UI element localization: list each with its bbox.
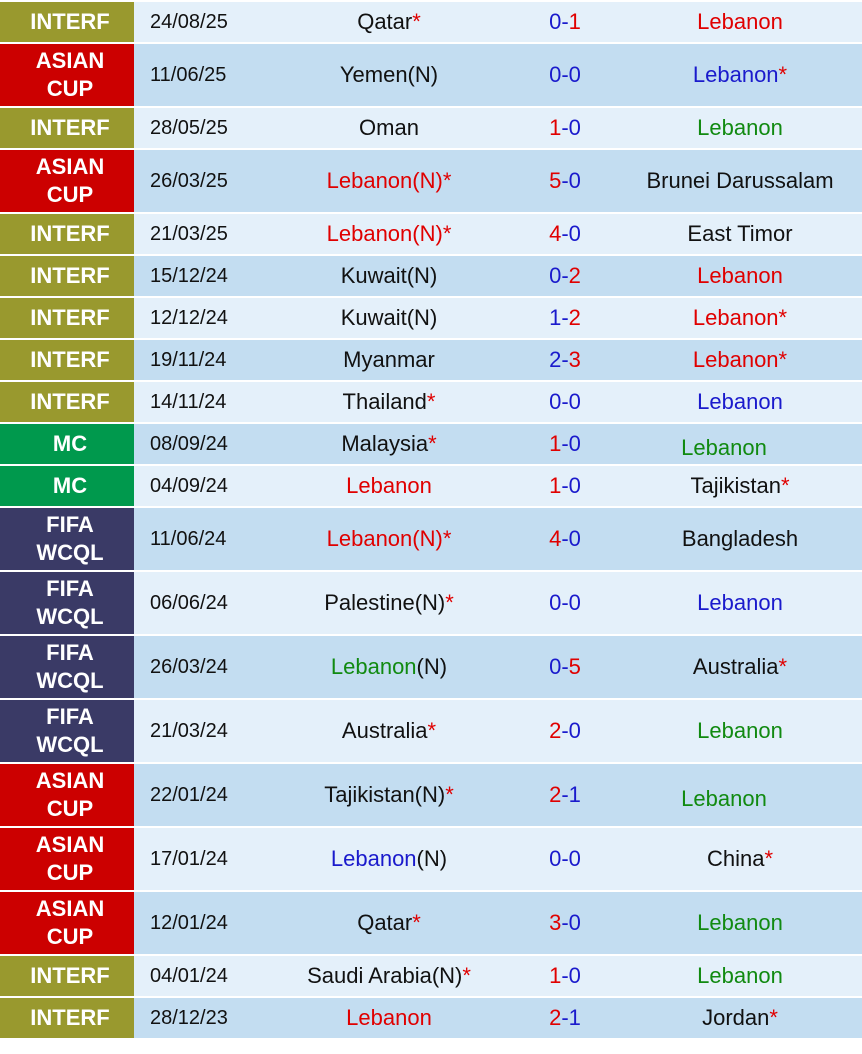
competition-label: INTERF — [30, 347, 110, 372]
score-away: 3 — [568, 347, 581, 372]
away-team-wrap — [681, 435, 767, 460]
score-separator: - — [561, 168, 569, 193]
away-team[interactable] — [618, 108, 862, 150]
away-star-marker: * — [780, 473, 790, 498]
away-team-name: Lebanon — [692, 62, 779, 87]
competition-label: FIFA WCQL — [36, 704, 104, 757]
away-team-wrap — [693, 62, 787, 87]
competition-label: MC — [52, 431, 88, 456]
competition-label: INTERF — [30, 115, 110, 140]
away-team-wrap — [702, 1005, 778, 1030]
competition-badge — [0, 214, 134, 256]
match-date: 28/05/25 — [134, 108, 266, 150]
away-team[interactable] — [618, 700, 862, 764]
match-score[interactable] — [512, 764, 618, 828]
score-home: 0 — [549, 654, 562, 679]
score-away: 0 — [568, 431, 581, 456]
score-home: 2 — [549, 782, 562, 807]
competition-label: INTERF — [30, 263, 110, 288]
competition-label: ASIAN CUP — [35, 154, 105, 207]
away-team-name: Lebanon — [697, 9, 783, 34]
competition-badge — [0, 108, 134, 150]
competition-badge — [0, 636, 134, 700]
match-date: 19/11/24 — [134, 340, 266, 382]
competition-badge — [0, 572, 134, 636]
match-date: 06/06/24 — [134, 572, 266, 636]
score-separator: - — [561, 263, 569, 288]
home-star-marker: * — [426, 389, 436, 414]
match-score[interactable] — [512, 298, 618, 340]
home-team[interactable] — [266, 572, 512, 636]
competition-badge — [0, 956, 134, 998]
match-row — [0, 998, 862, 1040]
competition-label: INTERF — [30, 221, 110, 246]
away-team-name: Lebanon — [697, 115, 783, 140]
match-row — [0, 956, 862, 998]
score-home: 3 — [549, 910, 562, 935]
away-team-name: Tajikistan — [690, 473, 781, 498]
match-date: 21/03/24 — [134, 700, 266, 764]
competition-badge — [0, 508, 134, 572]
away-team-name: Jordan — [702, 1005, 770, 1030]
home-team[interactable] — [266, 636, 512, 700]
home-team[interactable] — [266, 828, 512, 892]
competition-label: ASIAN CUP — [35, 896, 105, 949]
competition-label: MC — [52, 473, 88, 498]
home-team[interactable] — [266, 892, 512, 956]
score-separator: - — [561, 347, 569, 372]
match-date: 04/09/24 — [134, 466, 266, 508]
score-away: 0 — [568, 910, 581, 935]
home-star-marker: * — [412, 9, 421, 34]
match-row — [0, 108, 862, 150]
away-team-wrap — [693, 347, 787, 372]
score-separator: - — [561, 718, 569, 743]
match-score[interactable] — [512, 828, 618, 892]
score-separator: - — [561, 389, 569, 414]
away-team-wrap — [682, 526, 798, 551]
away-team[interactable] — [618, 998, 862, 1040]
home-team-name: Thailand — [342, 389, 427, 414]
score-home: 0 — [549, 846, 562, 871]
away-star-marker: * — [778, 305, 788, 330]
home-team-name: Myanmar — [343, 347, 435, 372]
score-home: 1 — [549, 963, 562, 988]
score-away: 0 — [568, 115, 581, 140]
home-team-name: Lebanon(N) — [326, 168, 443, 193]
away-team-wrap — [690, 473, 789, 498]
match-score[interactable] — [512, 108, 618, 150]
score-home: 0 — [549, 590, 562, 615]
home-team-name: Oman — [359, 115, 419, 140]
match-row — [0, 150, 862, 214]
score-separator: - — [561, 305, 569, 330]
match-date: 24/08/25 — [134, 2, 266, 44]
away-team[interactable] — [618, 44, 862, 108]
match-row — [0, 2, 862, 44]
away-team[interactable] — [618, 956, 862, 998]
away-team-wrap — [697, 263, 783, 288]
score-separator: - — [561, 910, 569, 935]
competition-label: INTERF — [30, 1005, 110, 1030]
score-away: 1 — [568, 1005, 581, 1030]
score-separator: - — [561, 654, 569, 679]
score-away: 1 — [568, 782, 581, 807]
match-score[interactable] — [512, 508, 618, 572]
competition-badge — [0, 828, 134, 892]
home-team[interactable] — [266, 382, 512, 424]
home-star-marker: * — [445, 782, 454, 807]
score-home: 1 — [549, 305, 562, 330]
match-date: 08/09/24 — [134, 424, 266, 466]
away-team[interactable] — [618, 382, 862, 424]
away-team[interactable] — [618, 764, 862, 828]
home-star-marker: * — [428, 431, 437, 456]
match-row — [0, 256, 862, 298]
away-team-wrap — [697, 963, 783, 988]
score-separator: - — [561, 431, 569, 456]
match-score[interactable] — [512, 636, 618, 700]
match-score[interactable] — [512, 466, 618, 508]
score-home: 0 — [549, 389, 562, 414]
home-team-name: Australia — [341, 718, 428, 743]
competition-badge — [0, 892, 134, 956]
match-results-table — [0, 2, 862, 1040]
competition-label: FIFA WCQL — [36, 640, 104, 693]
home-team[interactable] — [266, 764, 512, 828]
away-team[interactable] — [618, 150, 862, 214]
home-team[interactable] — [266, 466, 512, 508]
home-star-marker: * — [462, 963, 471, 988]
home-star-marker: * — [442, 221, 452, 246]
away-team-name: China — [706, 846, 765, 871]
away-team[interactable] — [618, 214, 862, 256]
score-separator: - — [561, 473, 569, 498]
away-team-wrap — [697, 115, 783, 140]
away-team-wrap — [707, 846, 773, 871]
score-home: 1 — [549, 115, 562, 140]
away-star-marker: * — [778, 347, 788, 372]
home-star-marker: * — [427, 718, 437, 743]
score-home: 2 — [549, 1005, 562, 1030]
home-team[interactable] — [266, 700, 512, 764]
match-date: 21/03/25 — [134, 214, 266, 256]
score-separator: - — [561, 221, 569, 246]
competition-badge — [0, 44, 134, 108]
away-team-wrap — [697, 910, 783, 935]
home-team-name: Lebanon — [330, 846, 417, 871]
score-separator: - — [561, 846, 569, 871]
home-team-name: Lebanon(N) — [326, 221, 443, 246]
away-team[interactable] — [618, 828, 862, 892]
match-row — [0, 340, 862, 382]
competition-label: ASIAN CUP — [35, 832, 105, 885]
away-team[interactable] — [618, 892, 862, 956]
competition-label: INTERF — [30, 9, 110, 34]
home-team[interactable] — [266, 956, 512, 998]
match-row — [0, 44, 862, 108]
competition-badge — [0, 150, 134, 214]
away-star-marker: * — [764, 846, 774, 871]
away-team-name: Lebanon — [692, 305, 779, 330]
match-row — [0, 214, 862, 256]
score-away: 0 — [568, 168, 581, 193]
match-row — [0, 298, 862, 340]
home-team-name: Kuwait(N) — [340, 263, 438, 288]
away-team-wrap — [697, 389, 783, 414]
home-team[interactable] — [266, 298, 512, 340]
away-team-wrap — [687, 221, 792, 246]
home-star-marker: * — [442, 526, 452, 551]
away-team[interactable] — [618, 298, 862, 340]
away-team-name: Lebanon — [681, 786, 767, 811]
away-team-wrap — [697, 590, 783, 615]
match-score[interactable] — [512, 2, 618, 44]
home-team-name: Lebanon — [330, 654, 417, 679]
away-team-name: Lebanon — [697, 590, 783, 615]
match-row — [0, 508, 862, 572]
competition-label: ASIAN CUP — [35, 48, 105, 101]
score-away: 0 — [568, 846, 581, 871]
competition-badge — [0, 2, 134, 44]
score-separator: - — [561, 963, 569, 988]
score-home: 2 — [549, 347, 562, 372]
competition-label: ASIAN CUP — [35, 768, 105, 821]
home-team-name: Palestine(N) — [324, 590, 446, 615]
score-away: 0 — [568, 526, 581, 551]
score-away: 2 — [568, 305, 581, 330]
away-team-wrap — [693, 305, 787, 330]
match-score[interactable] — [512, 998, 618, 1040]
away-team-name: Lebanon — [697, 263, 783, 288]
score-away: 0 — [568, 718, 581, 743]
match-date: 12/01/24 — [134, 892, 266, 956]
away-star-marker: * — [778, 654, 788, 679]
home-team[interactable] — [266, 2, 512, 44]
competition-badge — [0, 298, 134, 340]
match-row — [0, 424, 862, 466]
match-date: 28/12/23 — [134, 998, 266, 1040]
score-separator: - — [561, 62, 569, 87]
score-separator: - — [561, 9, 569, 34]
home-star-marker: * — [445, 590, 454, 615]
home-team-name: Tajikistan(N) — [324, 782, 446, 807]
match-row — [0, 892, 862, 956]
away-team-name: Lebanon — [697, 718, 783, 743]
score-home: 0 — [549, 9, 562, 34]
score-away: 0 — [568, 590, 581, 615]
match-row — [0, 828, 862, 892]
score-away: 0 — [568, 963, 581, 988]
home-team[interactable] — [266, 150, 512, 214]
home-team-name: Saudi Arabia(N) — [307, 963, 463, 988]
score-away: 0 — [568, 62, 581, 87]
competition-badge — [0, 256, 134, 298]
home-team-name: Lebanon(N) — [326, 526, 443, 551]
away-team-name: East Timor — [687, 221, 793, 246]
away-team-wrap — [697, 9, 783, 34]
home-team[interactable] — [266, 508, 512, 572]
home-team-name: Kuwait(N) — [340, 305, 438, 330]
competition-label: INTERF — [30, 963, 110, 988]
home-team-name: Malaysia — [341, 431, 429, 456]
away-team[interactable] — [618, 424, 862, 466]
score-home: 2 — [549, 718, 562, 743]
score-separator: - — [561, 1005, 569, 1030]
competition-badge — [0, 764, 134, 828]
home-team-suffix: (N) — [416, 654, 448, 679]
match-score[interactable] — [512, 572, 618, 636]
match-score[interactable] — [512, 424, 618, 466]
match-row — [0, 572, 862, 636]
competition-label: INTERF — [30, 305, 110, 330]
home-team[interactable] — [266, 256, 512, 298]
competition-badge — [0, 700, 134, 764]
away-star-marker: * — [769, 1005, 778, 1030]
away-team[interactable] — [618, 572, 862, 636]
away-team-wrap — [693, 654, 787, 679]
score-away: 0 — [568, 221, 581, 246]
home-team[interactable] — [266, 108, 512, 150]
away-team-name: Brunei Darussalam — [646, 168, 834, 193]
score-home: 1 — [549, 431, 562, 456]
match-date: 15/12/24 — [134, 256, 266, 298]
away-team-wrap — [646, 168, 833, 193]
score-home: 0 — [549, 62, 562, 87]
match-score[interactable] — [512, 44, 618, 108]
match-score[interactable] — [512, 956, 618, 998]
match-date: 26/03/24 — [134, 636, 266, 700]
score-home: 0 — [549, 263, 562, 288]
home-team-name: Qatar — [357, 9, 413, 34]
score-separator: - — [561, 526, 569, 551]
match-row — [0, 636, 862, 700]
score-away: 5 — [568, 654, 581, 679]
score-separator: - — [561, 590, 569, 615]
match-score[interactable] — [512, 892, 618, 956]
match-date: 17/01/24 — [134, 828, 266, 892]
match-score[interactable] — [512, 700, 618, 764]
match-date: 26/03/25 — [134, 150, 266, 214]
home-team-name: Qatar — [357, 910, 413, 935]
away-team-name: Australia — [692, 654, 779, 679]
match-date: 22/01/24 — [134, 764, 266, 828]
match-date: 12/12/24 — [134, 298, 266, 340]
score-away: 2 — [568, 263, 581, 288]
home-team-suffix: (N) — [416, 846, 448, 871]
match-row — [0, 764, 862, 828]
score-away: 0 — [568, 389, 581, 414]
competition-label: FIFA WCQL — [36, 512, 104, 565]
away-team[interactable] — [618, 636, 862, 700]
home-team-name: Yemen(N) — [339, 62, 439, 87]
home-team-name: Lebanon — [346, 473, 432, 498]
score-separator: - — [561, 115, 569, 140]
competition-badge — [0, 424, 134, 466]
match-row — [0, 466, 862, 508]
away-team-wrap — [681, 786, 767, 811]
match-score[interactable] — [512, 214, 618, 256]
away-star-marker: * — [778, 62, 788, 87]
away-team-wrap — [697, 718, 783, 743]
match-date: 14/11/24 — [134, 382, 266, 424]
match-date: 11/06/25 — [134, 44, 266, 108]
home-team[interactable] — [266, 340, 512, 382]
score-home: 4 — [549, 526, 562, 551]
away-team-name: Lebanon — [697, 963, 783, 988]
competition-label: FIFA WCQL — [36, 576, 104, 629]
home-star-marker: * — [442, 168, 452, 193]
away-team-name: Lebanon — [692, 347, 779, 372]
competition-badge — [0, 466, 134, 508]
score-separator: - — [561, 782, 569, 807]
away-team-name: Lebanon — [697, 389, 783, 414]
away-team[interactable] — [618, 466, 862, 508]
score-home: 4 — [549, 221, 562, 246]
home-team-name: Lebanon — [346, 1005, 432, 1030]
home-team[interactable] — [266, 424, 512, 466]
away-team[interactable] — [618, 508, 862, 572]
home-team[interactable] — [266, 998, 512, 1040]
competition-badge — [0, 998, 134, 1040]
home-star-marker: * — [412, 910, 421, 935]
competition-badge — [0, 382, 134, 424]
away-team-name: Lebanon — [697, 910, 783, 935]
match-score[interactable] — [512, 382, 618, 424]
match-results-body — [0, 2, 862, 1040]
match-score[interactable] — [512, 150, 618, 214]
match-row — [0, 700, 862, 764]
match-score[interactable] — [512, 340, 618, 382]
match-date: 04/01/24 — [134, 956, 266, 998]
competition-label: INTERF — [30, 389, 110, 414]
away-team[interactable] — [618, 2, 862, 44]
home-team[interactable] — [266, 44, 512, 108]
competition-badge — [0, 340, 134, 382]
away-team[interactable] — [618, 256, 862, 298]
score-home: 5 — [549, 168, 562, 193]
away-team[interactable] — [618, 340, 862, 382]
match-date: 11/06/24 — [134, 508, 266, 572]
away-team-name: Lebanon — [681, 435, 767, 460]
away-team-name: Bangladesh — [681, 526, 799, 551]
score-away: 0 — [568, 473, 581, 498]
home-team[interactable] — [266, 214, 512, 256]
score-away: 1 — [568, 9, 581, 34]
score-home: 1 — [549, 473, 562, 498]
match-score[interactable] — [512, 256, 618, 298]
match-row — [0, 382, 862, 424]
